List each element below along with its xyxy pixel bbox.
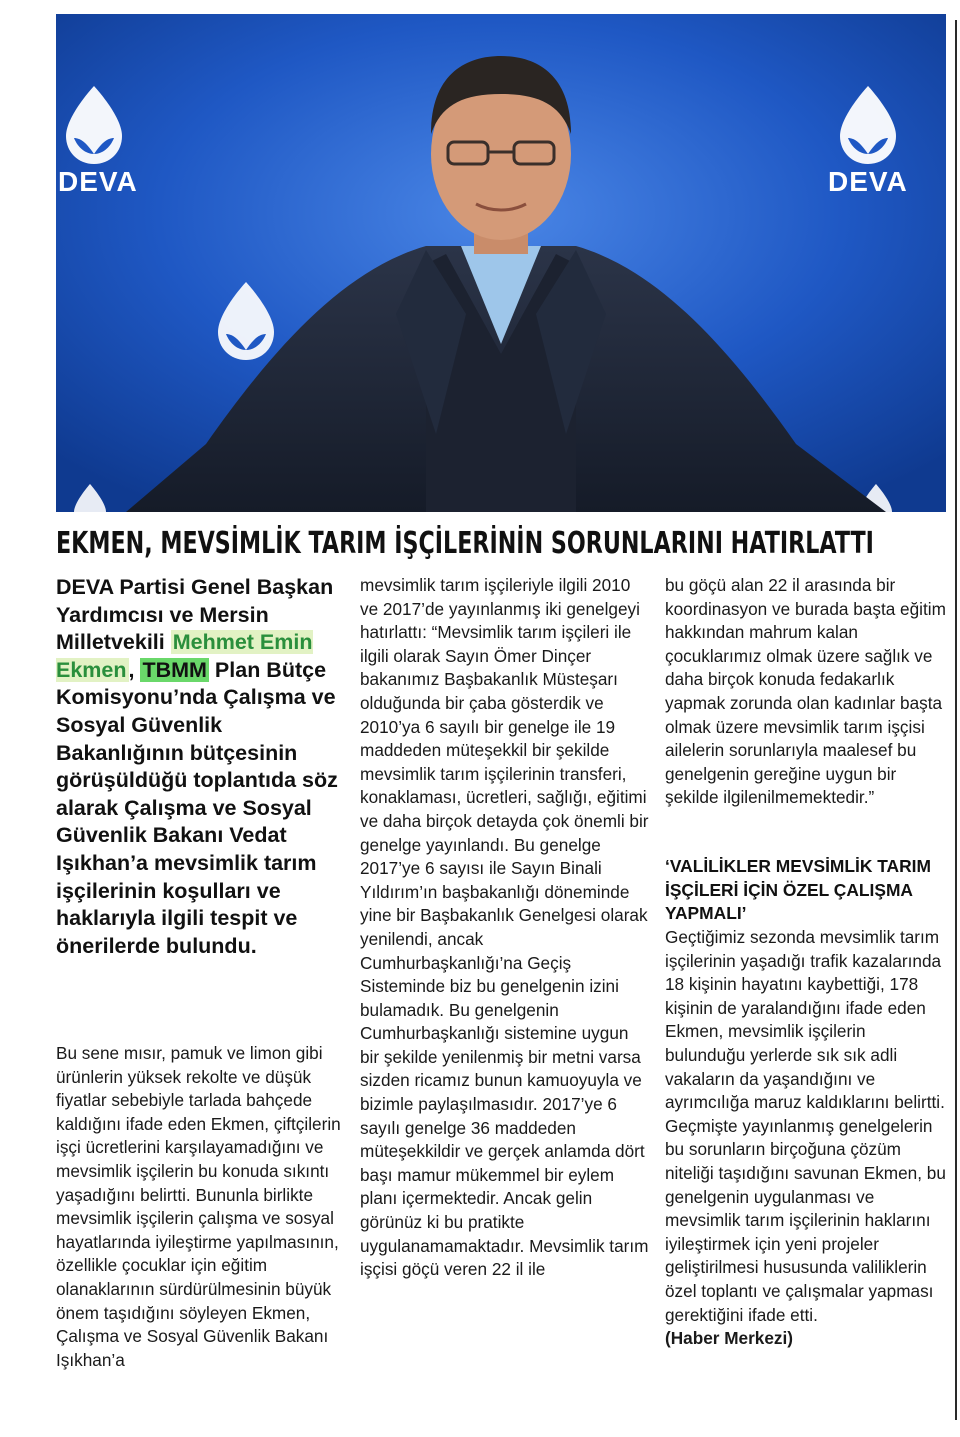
photo-illustration: [56, 14, 946, 512]
highlighted-name: Mehmet Emin Ekmen: [56, 630, 313, 682]
column-3-body: [665, 574, 950, 810]
paragraph: Bu sene mısır, pamuk ve limon gibi ürünlerin yüksek rekolte ve düşük fiyatlar sebebiyle tarlada bahçede kaldığını ifade eden Ekmen, çiftçilerin işçi ücretlerini karşılayamadığını ve mevsimlik işçilerin bu konuda sıkıntı yaşadığını belirtti. Bununla birlikte mevsimlik işçilerin çalışma ve sosyal hayatlarında iyileştirme yapılmasının, özellikle çocuklar için eğitim olanaklarının sürdürülmesinin büyük önem taşıdığını söyleyen Ekmen, Çalışma ve Sosyal Güvenlik Bakanı Işıkhan’a: [56, 1043, 341, 1370]
byline: (Haber Merkezi): [665, 1328, 793, 1349]
highlighted-tbmm: TBMM: [142, 657, 207, 682]
column-3-body-continued: [665, 926, 950, 1351]
paragraph: Geçtiğimiz sezonda mevsimlik tarım işçilerinin yaşadığı trafik kazalarında 18 kişinin hayatını kaybettiği, 178 kişinin de yaralandığını ifade eden Ekmen, mevsimlik işçilerin bulunduğu yerlerde sık sık adli vakaların da yaşandığını ve ayrımcılığa maruz kaldıklarını belirtti. Geçmişte yayınlanmış genelgelerin bu sorunların birçoğuna çözüm niteliği taşıdığını savunan Ekmen, bu genelgenin uygulanması ve mevsimlik tarım işçilerinin haklarını iyileştirmek için yeni projeler geliştirilmesi hususunda valiliklerin özel toplantı ve çalışmalar yapması gerektiğini ifade etti.: [665, 927, 946, 1325]
paragraph: bu göçü alan 22 il arasında bir koordinasyon ve burada başta eğitim hakkından mahrum kalan çocuklarımız olmak üzere sağlık ve daha birçok konuda fedakarlık yapmak zorunda olan kadınlar başta olmak üzere mevsimlik tarım işçisi ailelerin sorunlarıyla maalesef bu genelgenin gereğine uygun bir şekilde ilgilenilmemektedir.”: [665, 575, 946, 808]
column-1-body: [56, 1042, 341, 1372]
article-photo: [56, 14, 946, 512]
lead-comma: ,: [128, 657, 141, 682]
column-2-body: [360, 574, 650, 1282]
deva-logo-text-left: DEVA: [58, 166, 138, 197]
page-edge-rule: [955, 20, 957, 1420]
article-lead: [56, 574, 341, 960]
paragraph: mevsimlik tarım işçileriyle ilgili 2010 ve 2017’de yayınlanmış iki genelgeyi hatırlattı: “Mevsimlik tarım işçileri ile ilgili olarak Sayın Ömer Dinçer bakanımız Başbakanlık Müsteşarı olduğunda bir çaba gösterdik ve 2010’ya 6 sayılı bir genelge ile 19 maddeden müteşekkil bir şekilde mevsimlik tarım işçilerinin transferi, konaklaması, ücretleri, sağlığı, eğitimi ve daha birçok detayda çok önemli bir genelge yayınlandı. Bu genelge 2017’ye 6 sayısı ile Sayın Binali Yıldırım’ın başbakanlığı döneminde yine bir Başbakanlık Genelgesi olarak yenilendi, ancak Cumhurbaşkanlığı’na Geçiş Sisteminde biz bu genelgenin izini bulamadık. Bu genelgenin Cumhurbaşkanlığı sistemine uygun bir şekilde yenilenmiş bir metni varsa sizden ricamız bunun kamuoyuyla ve bizimle paylaşılmasıdır. 2017’ye 6 sayılı genelge 36 maddeden müteşekkildir ve gerçek anlamda dört başı mamur mükemmel bir eylem planı içermektedir. Ancak gelin görünüz ki bu pratikte uygulanamamaktadır. Mevsimlik tarım işçisi göçü veren 22 il ile: [360, 575, 649, 1280]
lead-text-part1: DEVA Partisi Genel Başkan Yardımcısı ve Mersin Milletvekili: [56, 575, 334, 655]
article-headline: EKMEN, MEVSİMLİK TARIM İŞÇİLERİNİN SORUNLARINI HATIRLATTI: [56, 526, 874, 561]
lead-text-part2: Plan Bütçe Komisyonu’nda Çalışma ve Sosyal Güvenlik Bakanlığının bütçesinin görüşüldüğü toplantıda söz alarak Çalışma ve Sosyal Güvenlik Bakanı Vedat Işıkhan’a mevsimlik tarım işçilerinin koşulları ve haklarıyla ilgili tespit ve önerilerde bulundu.: [56, 657, 338, 958]
section-subheading: ‘VALİLİKLER MEVSİMLİK TARIM İŞÇİLERİ İÇİN ÖZEL ÇALIŞMA YAPMALI’: [665, 856, 931, 924]
deva-logo-text-right: DEVA: [828, 166, 908, 197]
